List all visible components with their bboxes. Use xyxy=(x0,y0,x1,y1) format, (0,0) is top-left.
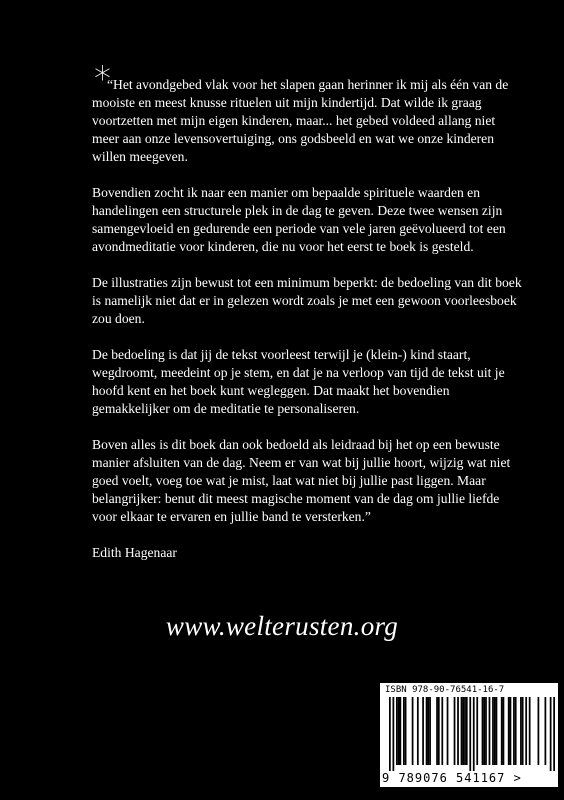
barcode-bar xyxy=(550,697,552,771)
barcode-bar xyxy=(389,697,391,771)
barcode-bar xyxy=(525,697,527,765)
barcode-bar xyxy=(405,697,407,765)
paragraph-5: Boven alles is dit boek dan ook bedoeld als leidraad bij het op een bewuste manier afsluiten van de dag. Neem er van wat bij jullie hoort, wijzig wat niet goed voelt, voeg toe wat je mist, laat wat niet bij jullie past liggen. Maar belangrijker: benut dit meest magische moment van de dag om jullie liefde voor elkaar te ervaren en jullie band te versterken.” xyxy=(92,437,511,524)
barcode-bar xyxy=(412,697,414,765)
barcode-bar xyxy=(392,697,394,771)
barcode-bar xyxy=(429,697,431,765)
barcode-bar xyxy=(426,697,428,765)
barcode-bar xyxy=(553,697,555,771)
barcode-bar xyxy=(482,697,484,765)
barcode-bar xyxy=(513,697,515,765)
barcode-bars xyxy=(389,697,555,771)
barcode-bar xyxy=(485,697,487,765)
paragraph-4: De bedoeling is dat jij de tekst voorleest terwijl je (klein-) kind staart, wegdroomt, meedeint op je stem, en dat je na verloop van tijd de tekst uit je hoofd kent en het boek kunt wegleggen. Dat maakt het bovendien gemakkelijker om de meditatie te personaliseren. xyxy=(92,347,505,416)
barcode-bar xyxy=(473,697,475,771)
barcode-bar xyxy=(522,697,524,765)
barcode-bar xyxy=(403,697,405,765)
barcode-bar xyxy=(508,697,510,765)
barcode-bar xyxy=(503,697,505,765)
barcode-bar xyxy=(545,697,547,765)
blurb-text xyxy=(92,76,522,580)
barcode-bar xyxy=(476,697,478,765)
barcode-bar xyxy=(483,697,485,765)
paragraph-3: De illustraties zijn bewust tot een minimum beperkt: de bedoeling van dit boek is namelijk niet dat er in gelezen wordt zoals je met een gewoon voorleesboek zou doen. xyxy=(92,275,522,326)
barcode-bar xyxy=(454,697,456,765)
barcode-bar xyxy=(417,697,419,765)
barcode-bar xyxy=(529,697,531,765)
barcode-bar xyxy=(510,697,512,765)
barcode-bar xyxy=(496,697,498,765)
barcode-bar xyxy=(422,697,424,765)
barcode-bar xyxy=(436,697,438,765)
barcode-bar xyxy=(438,697,440,765)
author-signature: Edith Hagenaar xyxy=(92,545,177,560)
paragraph-2: Bovendien zocht ik naar een manier om bepaalde spirituele waarden en handelingen een structurele plek in de dag te geven. Deze twee wensen zijn samengevloeid en gedurende een periode van vele jaren geëvolueerd tot een avondmeditatie voor kinderen, die nu voor het eerst te boek is gesteld. xyxy=(92,185,506,254)
barcode-bar xyxy=(447,697,449,765)
barcode-bar xyxy=(501,697,503,765)
barcode-bar xyxy=(457,697,459,765)
barcode-bar xyxy=(462,697,464,765)
barcode-bar xyxy=(492,697,494,765)
barcode-bar xyxy=(466,697,468,765)
barcode-bar xyxy=(461,697,463,765)
paragraph-1: “Het avondgebed vlak voor het slapen gaan herinner ik mij als één van de mooiste en meest knusse rituelen uit mijn kindertijd. Dat wilde ik graag voortzetten met mijn eigen kinderen, maar... het gebed voldeed allang niet meer aan onze levensovertuiging, ons godsbeeld en wat we onze kinderen willen meegeven. xyxy=(92,77,509,164)
barcode-bar xyxy=(538,697,540,765)
barcode-bar xyxy=(489,697,491,765)
barcode-bar xyxy=(398,697,400,765)
website-url: www.welterusten.org xyxy=(165,611,399,641)
barcode-bar xyxy=(520,697,522,765)
barcode-bar xyxy=(469,697,471,771)
barcode-bar xyxy=(427,697,429,765)
isbn-barcode xyxy=(380,683,558,787)
barcode-bar xyxy=(494,697,496,765)
barcode-digits: 9 789076 541167 > xyxy=(382,771,522,785)
barcode-bar xyxy=(399,697,401,765)
barcode-bar xyxy=(464,697,466,765)
isbn-label: ISBN 978-90-76541-16-7 xyxy=(385,685,505,695)
barcode-bar xyxy=(396,697,398,765)
asterisk-ornament: * xyxy=(94,59,111,99)
barcode-bar xyxy=(515,697,517,765)
barcode-bar xyxy=(441,697,443,765)
